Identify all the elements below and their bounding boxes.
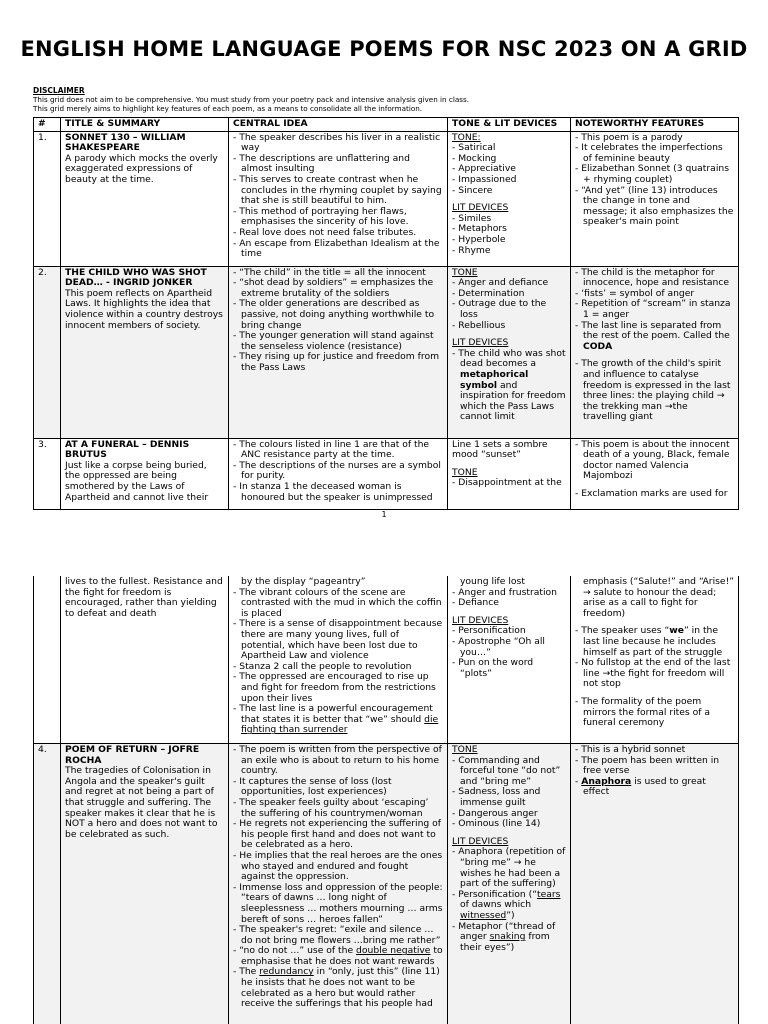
- page-2: [0, 576, 768, 1024]
- header-central: CENTRAL IDEA: [229, 118, 448, 132]
- list-item: - “And yet” (line 13) introduces the change in tone and message; it also emphasizes the speaker's main point: [575, 186, 734, 228]
- tone-intro: Line 1 sets a sombre mood “sunset”: [452, 438, 548, 461]
- poem-title: AT A FUNERAL – DENNIS BRUTUS: [65, 438, 190, 461]
- list-item: - Commanding and forceful tone “do not” and “bring me”: [452, 756, 566, 788]
- list-item: - The child is the metaphor for innocence, hope and resistance: [575, 268, 734, 289]
- row-number-empty: [34, 576, 61, 744]
- list-item: - Defiance: [452, 598, 566, 609]
- text: Personification (“: [458, 888, 538, 900]
- list-item: - The younger generation will stand against the senseless violence (resistance): [233, 331, 443, 352]
- tone-cell: [448, 438, 571, 509]
- poem-summary: Just like a corpse being buried, the oppressed are being smothered by the Laws of Apartheid and cannot live their: [65, 459, 209, 503]
- list-item: - Appreciative: [452, 164, 566, 175]
- page-number: 1: [381, 510, 387, 519]
- text: is used to great effect: [583, 775, 706, 798]
- list-item: - This serves to create contrast when he concludes in the rhyming couplet by saying that she is still beautiful to him.: [233, 175, 443, 207]
- list-item: - Impassioned: [452, 175, 566, 186]
- bold-text: we: [669, 625, 684, 637]
- list-item: - Anaphora (repetition of “bring me” → he wishes he had been a part of the suffering): [452, 847, 566, 889]
- tone-cell: [448, 744, 571, 1024]
- list-item: - This poem is about the innocent death of a young, Black, female doctor named Valencia Majombozi: [575, 440, 734, 482]
- header-features: NOTEWORTHY FEATURES: [571, 118, 739, 132]
- list-item: - The vibrant colours of the scene are contrasted with the mud in which the coffin is placed: [233, 588, 443, 620]
- list-item: - “The child” in the title = all the innocent: [233, 268, 443, 279]
- text: The: [239, 966, 260, 978]
- poem-title: POEM OF RETURN – JOFRE ROCHA: [65, 744, 200, 766]
- continued-text: emphasis (“Salute!” and “Arise!” → salute to honour the dead; arise as a call to fight for freedom): [583, 576, 735, 619]
- tone-label: TONE:: [452, 131, 481, 143]
- features-cell: [571, 576, 739, 744]
- list-item: - The growth of the child's spirit and influence to catalyse freedom is expressed in the last three lines: the playing child → the trekking man →the travelling giant: [575, 359, 734, 423]
- coda-text: CODA: [583, 340, 613, 352]
- tone-label: TONE: [452, 466, 478, 478]
- header-title: TITLE & SUMMARY: [61, 118, 229, 132]
- list-item: - Apostrophe “Oh all you…”: [452, 637, 566, 658]
- bold-text: metaphorical symbol: [460, 368, 529, 391]
- text: The last line is a powerful encouragement that states it is better that “we” should: [239, 703, 433, 725]
- list-item: [452, 922, 566, 954]
- list-item: - Sadness, loss and immense guilt: [452, 787, 566, 808]
- list-item: - The descriptions of the nurses are a symbol for purity.: [233, 461, 443, 482]
- text: and inspiration for freedom which the Pass Laws cannot limit: [460, 379, 566, 423]
- underlined-text: tears: [537, 888, 561, 900]
- tone-label: TONE: [452, 744, 478, 755]
- table-row: [34, 131, 739, 266]
- list-item: - Sincere: [452, 186, 566, 197]
- tone-cell: [448, 576, 571, 744]
- poem-summary: This poem reflects on Apartheid Laws. It highlights the idea that violence within a country destroys innocent members of society.: [65, 287, 223, 331]
- poem-title: THE CHILD WHO WAS SHOT DEAD… - INGRID JONKER: [65, 266, 207, 289]
- list-item: - Ominous (line 14): [452, 819, 566, 830]
- row-number: 2.: [34, 266, 61, 438]
- list-item: - There is a sense of disappointment because there are many young lives, full of potential, which have been lost due to Apartheid Law and violence: [233, 619, 443, 661]
- bold-underlined-text: Anaphora: [581, 775, 632, 787]
- text: The last line is separated from the rest of the poem. Called the: [581, 319, 730, 342]
- list-item: - The speaker describes his liver in a realistic way: [233, 133, 443, 154]
- list-item: - He regrets not experiencing the suffering of his people first hand and does not want to be celebrated as a hero.: [233, 819, 443, 851]
- list-item: - Anger and frustration: [452, 588, 566, 599]
- list-item: - Real love does not need false tributes.: [233, 228, 443, 239]
- list-item: - The poem has been written in free verse: [575, 756, 734, 777]
- features-cell: [571, 266, 739, 438]
- list-item: - He implies that the real heroes are the ones who stayed and endured and fought against the oppression.: [233, 851, 443, 883]
- row-number: 1.: [34, 131, 61, 266]
- list-item: - Stanza 2 call the people to revolution: [233, 662, 443, 673]
- list-item: - Rebellious: [452, 321, 566, 332]
- text: of dawns which: [460, 899, 532, 911]
- title-summary-cell: [61, 131, 229, 266]
- tone-label: TONE: [452, 266, 478, 278]
- poems-grid-page-1: [33, 117, 739, 510]
- title-summary-cell: [61, 438, 229, 509]
- central-idea-cell: [229, 744, 448, 1024]
- title-summary-cell: [61, 266, 229, 438]
- list-item: - Personification: [452, 626, 566, 637]
- list-item: - Exclamation marks are used for: [575, 489, 734, 500]
- list-item: - Dangerous anger: [452, 809, 566, 820]
- disclaimer-heading: DISCLAIMER: [33, 86, 85, 95]
- text: ” in the last line because he includes himself as part of the struggle: [583, 625, 723, 658]
- lit-devices-label: LIT DEVICES: [452, 835, 509, 847]
- list-item: - Anger and defiance: [452, 278, 566, 289]
- list-item: - This is a hybrid sonnet: [575, 745, 734, 756]
- list-item: - Elizabethan Sonnet (3 quatrains + rhyming couplet): [575, 164, 734, 185]
- list-item: [575, 777, 734, 798]
- central-idea-cell: [229, 576, 448, 744]
- poem-summary: A parody which mocks the overly exaggerated expressions of beauty at the time.: [65, 152, 218, 185]
- list-item: - The formality of the poem mirrors the formal rites of a funeral ceremony: [575, 697, 734, 729]
- list-item: [233, 704, 443, 736]
- list-item: - The descriptions are unflattering and almost insulting: [233, 154, 443, 175]
- text: in “only, just this” (line 11) he insists that he does not want to be celebrated as a hero but would rather receive the sufferings that his people had: [241, 966, 440, 1010]
- tone-cell: [448, 131, 571, 266]
- header-row: [34, 118, 739, 132]
- lit-devices-label: LIT DEVICES: [452, 202, 509, 214]
- central-idea-cell: [229, 438, 448, 509]
- list-item: - The older generations are described as passive, not doing anything worthwhile to bring change: [233, 299, 443, 331]
- list-item: - No fullstop at the end of the last line →the fight for freedom will not stop: [575, 658, 734, 690]
- list-item: - The poem is written from the perspective of an exile who is about to return to his home country.: [233, 745, 443, 777]
- table-row: [34, 266, 739, 438]
- disclaimer-line-2: This grid merely aims to highlight key features of each poem, as a means to consolidate all the information.: [33, 104, 423, 113]
- list-item: - The speaker's regret: “exile and silence … do not bring me flowers …bring me rather”: [233, 925, 443, 946]
- table-row: [34, 576, 739, 744]
- table-row: [34, 438, 739, 509]
- poem-title: SONNET 130 – WILLIAM SHAKESPEARE: [65, 131, 186, 154]
- underlined-text: snaking: [489, 931, 526, 943]
- list-item: [575, 321, 734, 353]
- list-item: - “shot dead by soldiers” = emphasizes the extreme brutality of the soldiers: [233, 278, 443, 299]
- list-item: - Hyperbole: [452, 235, 566, 246]
- disclaimer: [33, 86, 469, 113]
- text: The speaker uses “: [581, 625, 670, 637]
- list-item: - This method of portraying her flaws, emphasises the sincerity of his love.: [233, 207, 443, 228]
- poems-grid-page-2: [33, 576, 739, 1024]
- list-item: [233, 946, 443, 967]
- features-cell: [571, 131, 739, 266]
- list-item: - The oppressed are encouraged to rise up and fight for freedom from the restrictions upon their lives: [233, 672, 443, 704]
- list-item: - Repetition of “scream” in stanza 1 = anger: [575, 299, 734, 320]
- list-item: - They rising up for justice and freedom from the Pass Laws: [233, 352, 443, 373]
- list-item: - An escape from Elizabethan Idealism at the time: [233, 239, 443, 260]
- list-item: - In stanza 1 the deceased woman is honoured but the speaker is unimpressed: [233, 482, 443, 503]
- underlined-text: witnessed: [460, 909, 507, 921]
- text: Metaphor (“thread of anger: [458, 920, 556, 943]
- underlined-text: double negative: [356, 945, 431, 957]
- tone-cell: [448, 266, 571, 438]
- row-number: 4.: [34, 744, 61, 1024]
- list-item: - It captures the sense of loss (lost opportunities, lost experiences): [233, 777, 443, 798]
- lit-devices-label: LIT DEVICES: [452, 614, 509, 626]
- row-number: 3.: [34, 438, 61, 509]
- list-item: [575, 626, 734, 658]
- text: “no do not …” use of the: [239, 945, 357, 957]
- page-gap: [0, 540, 768, 576]
- poem-summary: The tragedies of Colonisation in Angola and the speaker's guilt and regret at not being a part of that struggle and suffering. The speaker makes it clear that he is NOT a hero and does not want to be celebrated as such.: [65, 765, 218, 840]
- table-row: [34, 744, 739, 1024]
- text: from their eyes”): [460, 931, 550, 953]
- title-summary-cell: [61, 744, 229, 1024]
- list-item: - Outrage due to the loss: [452, 299, 566, 320]
- continued-text: by the display “pageantry”: [241, 576, 366, 587]
- title-summary-cell: [61, 576, 229, 744]
- header-tone: TONE & LIT DEVICES: [448, 118, 571, 132]
- poem-summary: lives to the fullest. Resistance and the fight for freedom is encouraged, rather than yielding to defeat and death: [65, 576, 223, 619]
- header-num: #: [34, 118, 61, 132]
- text: The child who was shot dead becomes a: [458, 347, 566, 370]
- features-cell: [571, 438, 739, 509]
- continued-text: young life lost: [460, 576, 525, 587]
- central-idea-cell: [229, 131, 448, 266]
- underlined-text: redundancy: [259, 966, 314, 978]
- list-item: - It celebrates the imperfections of feminine beauty: [575, 143, 734, 164]
- list-item: - Determination: [452, 289, 566, 300]
- lit-devices-label: LIT DEVICES: [452, 337, 509, 349]
- list-item: - Pun on the word “plots”: [452, 658, 566, 679]
- list-item: - Rhyme: [452, 246, 566, 257]
- list-item: - Metaphors: [452, 224, 566, 235]
- document-title: ENGLISH HOME LANGUAGE POEMS FOR NSC 2023 ON A GRID: [20, 37, 748, 61]
- list-item: - The speaker feels guilty about ‘escaping’ the suffering of his countrymen/woman: [233, 798, 443, 819]
- features-cell: [571, 744, 739, 1024]
- list-item: - Satirical: [452, 143, 566, 154]
- list-item: - Immense loss and oppression of the people: “tears of dawns … long night of sleeplessness … mothers mourning … arms bereft of sons … heroes fallen”: [233, 883, 443, 925]
- central-idea-cell: [229, 266, 448, 438]
- list-item: [452, 890, 566, 922]
- list-item: - Disappointment at the: [452, 478, 566, 489]
- list-item: - The colours listed in line 1 are that of the ANC resistance party at the time.: [233, 440, 443, 461]
- list-item: - ‘fists’ = symbol of anger: [575, 289, 734, 300]
- list-item: [233, 967, 443, 1009]
- text: ”): [506, 909, 515, 921]
- list-item: [452, 349, 566, 423]
- text: to emphasise that he does not want rewards: [241, 945, 443, 967]
- list-item: - Similes: [452, 214, 566, 225]
- underlined-text: die fighting than surrender: [241, 713, 439, 736]
- disclaimer-line-1: This grid does not aim to be comprehensive. You must study from your poetry pack and intensive analysis given in class.: [33, 95, 469, 104]
- list-item: - This poem is a parody: [575, 133, 734, 144]
- list-item: - Mocking: [452, 154, 566, 165]
